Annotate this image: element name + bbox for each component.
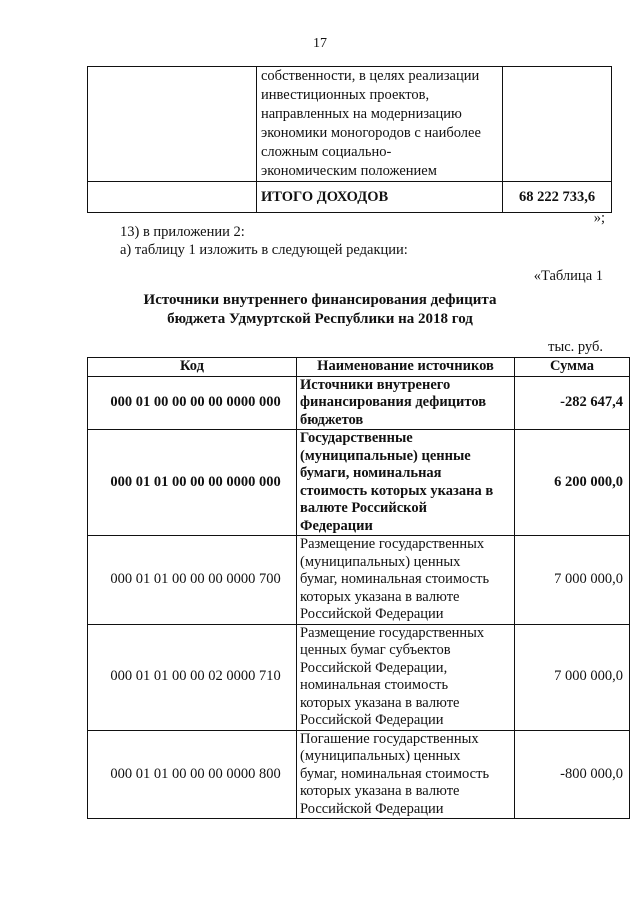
text-line: Российской Федерации	[300, 800, 444, 817]
table-heading	[0, 291, 640, 329]
text-line: бумаг, номинальная стоимость	[300, 571, 490, 587]
table-row	[88, 430, 630, 536]
paragraph-13: 13) в приложении 2:	[120, 224, 245, 240]
text-line: Размещение государственных	[300, 536, 485, 552]
closing-quote: »;	[593, 210, 605, 226]
text-line: экономическим положением	[261, 163, 437, 179]
text-line: номинальная стоимость	[300, 677, 449, 693]
text-line: Российской Федерации	[300, 606, 444, 622]
table-row	[88, 376, 630, 430]
column-header-code: Код	[88, 358, 297, 377]
table-row	[88, 67, 612, 182]
name-cell	[297, 730, 515, 819]
page-number: 17	[313, 36, 327, 51]
amount-cell: 6 200 000,0	[515, 430, 630, 536]
amount-cell: 7 000 000,0	[515, 536, 630, 625]
text-line: бюджетов	[300, 411, 364, 428]
code-cell: 000 01 01 00 00 02 0000 710	[88, 624, 297, 730]
text-line: Российской Федерации,	[300, 659, 448, 676]
text-line: (муниципальных) ценных	[300, 553, 461, 570]
text-line: направленных на модернизацию	[261, 106, 462, 122]
table-row	[88, 730, 630, 819]
amount-cell: -800 000,0	[515, 730, 630, 819]
name-cell	[297, 430, 515, 536]
heading-line: Источники внутреннего финансирования дефицита	[143, 292, 497, 308]
total-amount: 68 222 733,6	[503, 182, 612, 213]
text-line: бумаги, номинальная	[300, 465, 442, 481]
table-cell	[88, 67, 257, 182]
paragraph-a: а) таблицу 1 изложить в следующей редакции:	[120, 242, 408, 258]
text-line: стоимость которых указана в	[300, 482, 494, 499]
table-label: «Таблица 1	[533, 268, 603, 284]
text-line: собственности, в целях реализации	[261, 68, 480, 84]
continued-text-cell	[257, 67, 503, 182]
financing-sources-table	[87, 357, 630, 819]
column-header-name: Наименование источников	[297, 358, 515, 377]
text-line: которых указана в валюте	[300, 694, 460, 711]
text-line: Российской Федерации	[300, 712, 444, 728]
text-line: (муниципальных) ценных	[300, 748, 461, 764]
code-cell: 000 01 01 00 00 00 0000 800	[88, 730, 297, 819]
header-row	[88, 358, 630, 377]
text-line: ценных бумаг субъектов	[300, 642, 451, 658]
text-line: финансирования дефицитов	[300, 394, 487, 410]
income-table-continuation	[87, 66, 612, 213]
name-cell	[297, 624, 515, 730]
text-line: Размещение государственных	[300, 624, 485, 641]
amount-cell: 7 000 000,0	[515, 624, 630, 730]
text-line: которых указана в валюте	[300, 588, 460, 605]
text-line: которых указана в валюте	[300, 783, 460, 799]
text-line: инвестиционных проектов,	[261, 87, 430, 103]
text-line: Погашение государственных	[300, 730, 479, 747]
text-line: сложным социально-	[261, 144, 392, 160]
table-cell	[503, 67, 612, 182]
column-header-amount: Сумма	[515, 358, 630, 377]
units-label: тыс. руб.	[548, 339, 603, 355]
code-cell: 000 01 01 00 00 00 0000 700	[88, 536, 297, 625]
table-cell	[88, 182, 257, 213]
text-line: валюте Российской	[300, 500, 427, 516]
text-line: Источники внутренего	[300, 376, 451, 393]
code-cell: 000 01 01 00 00 00 0000 000	[88, 430, 297, 536]
total-row	[88, 182, 612, 213]
heading-line: бюджета Удмуртской Республики на 2018 год	[167, 311, 473, 327]
text-line: (муниципальные) ценные	[300, 447, 471, 464]
name-cell	[297, 376, 515, 430]
table-row	[88, 624, 630, 730]
total-label: ИТОГО ДОХОДОВ	[257, 182, 503, 213]
text-line: Федерации	[300, 517, 373, 534]
table-row	[88, 536, 630, 625]
code-cell: 000 01 00 00 00 00 0000 000	[88, 376, 297, 430]
name-cell	[297, 536, 515, 625]
text-line: экономики моногородов с наиболее	[261, 125, 481, 141]
amount-cell: -282 647,4	[515, 376, 630, 430]
text-line: бумаг, номинальная стоимость	[300, 765, 490, 782]
text-line: Государственные	[300, 430, 413, 446]
